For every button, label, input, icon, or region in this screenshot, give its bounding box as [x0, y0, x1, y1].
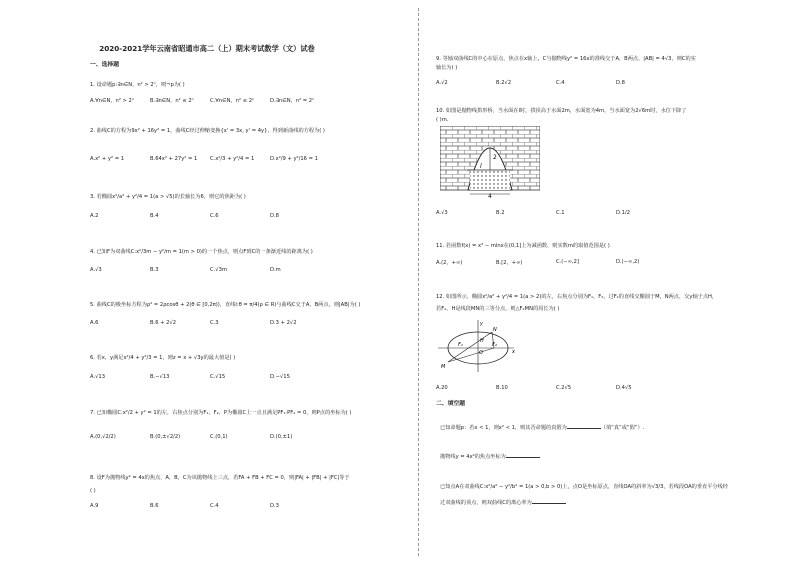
q10-opt-b: B.2 — [496, 210, 505, 216]
q13-answer-blank[interactable] — [567, 423, 601, 429]
q5-opt-b: B.6 + 2√2 — [150, 320, 177, 326]
q9-opt-d: D.8 — [616, 80, 625, 86]
q9-opt-a: A.√2 — [436, 80, 448, 86]
q1-opt-d: D.∃n∈N，n² = 2ⁿ — [270, 98, 315, 104]
q15-line2 — [440, 498, 566, 507]
q1-opt-c: C.∀n∈N，n² ≤ 2ⁿ — [210, 98, 255, 104]
q2-opt-a: A.x² + y² = 1 — [90, 156, 124, 162]
q8-opt-b: B.6 — [150, 503, 159, 509]
q15-stem: 已知点A在双曲线C:x²/a² − y²/b² = 1(a > 0,b > 0)上，点O是坐标原点，直线OA的斜率为√3/3，若线段OA的垂直平分线经 — [440, 484, 728, 490]
label-h: H — [480, 338, 484, 344]
q12-opt-b: B.10 — [496, 385, 508, 391]
q6-opt-a: A.√13 — [90, 374, 106, 380]
q5-stem: 5. 曲线C的极坐标方程为ρ² = 2ρcosθ + 2(θ ∈ [0,2π))，直线l:θ = π/4(ρ ∈ R)与曲线C交于A，B两点，则|AB|为( ) — [90, 302, 361, 308]
q15-stem-cont: 过双曲线的顶点，则双曲线C的离心率为 — [440, 500, 532, 506]
q2-opt-b: B.64x² + 27y² = 1 — [150, 156, 198, 162]
q6-opt-b: B.−√13 — [150, 374, 170, 380]
q14-line — [440, 452, 540, 461]
arch-bridge-figure — [440, 126, 540, 198]
q11-opt-c: C.(−∞,2] — [556, 259, 579, 265]
q10-opt-d: D.1/2 — [616, 210, 630, 216]
q6-opt-c: C.√15 — [210, 374, 226, 380]
q6-opt-d: D.−√15 — [270, 374, 290, 380]
q11-stem: 11. 若函数f(x) = x³ − mlnx在(0,1]上为减函数，则实数m的取值范围是( ) — [436, 243, 610, 249]
q9-stem: 9. 等轴双曲线C的中心在原点，焦点在x轴上，C与抛物线y² = 16x的准线交于A，B两点，|AB| = 4√3，则C的实 — [436, 56, 696, 62]
q5-opt-c: C.3 — [210, 320, 219, 326]
q5-opt-a: A.6 — [90, 320, 99, 326]
q3-opt-a: A.2 — [90, 213, 99, 219]
q4-opt-b: B.3 — [150, 267, 159, 273]
q7-stem: 7. 已知椭圆C:x²/2 + y² = 1的左，右焦点分别为F₁，F₂，P为椭圆C上一点且满足PF₁·PF₂ = 0，则P点的坐标为( ) — [90, 410, 352, 416]
label-f2: F₂ — [492, 342, 497, 348]
right-column — [426, 0, 794, 562]
q5-opt-d: D.3 + 2√2 — [270, 320, 297, 326]
q14-stem: 抛物线y = 4x²的焦点坐标为 — [440, 454, 506, 460]
label-l: l — [480, 163, 482, 170]
water-area — [470, 170, 510, 190]
label-m: M — [441, 364, 446, 370]
label-f1: F₁ — [458, 342, 463, 348]
q12-opt-a: A.20 — [436, 385, 448, 391]
q3-opt-c: C.6 — [210, 213, 219, 219]
q13-tail: （填“真”或“假”）. — [600, 425, 645, 431]
q2-opt-c: C.x²/3 + y²/4 = 1 — [210, 156, 255, 162]
q7-opt-b: B.(0,±√2/2) — [150, 434, 181, 440]
q11-opt-a: A.(2，+∞) — [436, 260, 463, 266]
line-mf2 — [448, 348, 494, 362]
q8-opt-a: A.9 — [90, 503, 99, 509]
q12-stem: 12. 如图所示，椭圆x²/a² + y²/4 = 1(a > 2)的左，右焦点分别为F₁，F₂，过F₁的直线交椭圆于M，N两点，交y轴于点H， — [436, 294, 718, 300]
q12-opt-d: D.4√5 — [616, 385, 632, 391]
q2-stem: 2. 曲线C的方程为9x² + 16y² = 1，曲线C经过伸缩变换{x' = 3x, y' = 4y}，得到新曲线的方程为( ) — [90, 128, 325, 134]
label-y: y — [480, 321, 483, 327]
label-2: 2 — [493, 154, 497, 161]
label-4: 4 — [488, 193, 492, 198]
q1-stem: 1. 设命题p:∃n∈N，n² > 2ⁿ，则¬p为( ) — [90, 82, 185, 88]
q4-opt-c: C.√3m — [210, 267, 227, 273]
q6-stem: 6. 若x，y满足x²/4 + y²/3 = 1，则z = x + √3y的最大值是( ) — [90, 355, 236, 361]
label-n: N — [493, 327, 497, 333]
q4-opt-d: D.m — [270, 267, 281, 273]
section-choice-heading: 一、选择题 — [90, 62, 119, 68]
q2-opt-d: D.x²/9 + y²/16 = 1 — [270, 156, 318, 162]
q4-stem: 4. 已知F为双曲线C:x²/3m − y²/m = 1(m > 0)的一个焦点，则点F到C的一条渐近线的距离为( ) — [90, 249, 313, 255]
q12-opt-c: C.2√5 — [556, 385, 572, 391]
q7-opt-c: C.(0,1) — [210, 434, 228, 440]
q8-opt-c: C.4 — [210, 503, 219, 509]
q13-stem: 已知命题p：若x < 1，则x² < 1，则其否命题的真假为 — [440, 425, 567, 431]
q9-opt-b: B.2√2 — [496, 80, 512, 86]
column-divider — [418, 8, 419, 556]
q10-opt-a: A.√3 — [436, 210, 448, 216]
q10-opt-c: C.1 — [556, 210, 565, 216]
q15-answer-blank[interactable] — [532, 498, 566, 504]
q1-opt-a: A.∀n∈N，n² > 2ⁿ — [90, 98, 134, 104]
q10-stem-cont: ( )m. — [436, 117, 449, 123]
q3-opt-b: B.4 — [150, 213, 159, 219]
q7-opt-a: A.(0,√2/2) — [90, 434, 116, 440]
q1-opt-b: B.∃n∈N，n² ≤ 2ⁿ — [150, 98, 194, 104]
q11-opt-d: D.(−∞,2) — [616, 259, 640, 265]
q3-stem: 3. 若椭圆x²/a² + y²/4 = 1(a > √5)的长轴长为6，则它的焦距为( ) — [90, 194, 246, 200]
q9-stem-cont: 轴长为( ) — [436, 65, 458, 71]
q11-opt-b: B.[2，+∞) — [496, 260, 523, 266]
q12-stem-cont: 若F₁，H是线段MN的三等分点，则△F₂MN的周长为( ) — [436, 306, 560, 312]
q7-opt-d: D.(0,±1) — [270, 434, 293, 440]
label-x: x — [512, 349, 515, 355]
q4-opt-a: A.√3 — [90, 267, 102, 273]
line-mn — [448, 332, 492, 362]
section-fill-heading: 二、填空题 — [436, 401, 465, 407]
page-title: 2020-2021学年云南省昭通市高二（上）期末考试数学（文）试卷 — [99, 44, 315, 53]
label-o: O — [479, 350, 483, 356]
q9-opt-c: C.4 — [556, 80, 565, 86]
ellipse-figure — [436, 318, 516, 374]
q8-stem-cont: ( ) — [90, 488, 96, 494]
q8-stem: 8. 设F为抛物线y² = 4x的焦点，A，B，C为该抛物线上三点，若FA + FB + FC = 0，则|FA| + |FB| + |FC|等于 — [90, 475, 350, 481]
q10-stem: 10. 如图是抛物线拱形桥，当水面在l时，拱顶高于水面2m，水面宽为4m，当水面宽为2√6m时，水位下降了 — [436, 108, 687, 114]
q3-opt-d: D.8 — [270, 213, 279, 219]
q14-answer-blank[interactable] — [506, 452, 540, 458]
q13-line — [440, 423, 644, 432]
q8-opt-d: D.3 — [270, 503, 279, 509]
